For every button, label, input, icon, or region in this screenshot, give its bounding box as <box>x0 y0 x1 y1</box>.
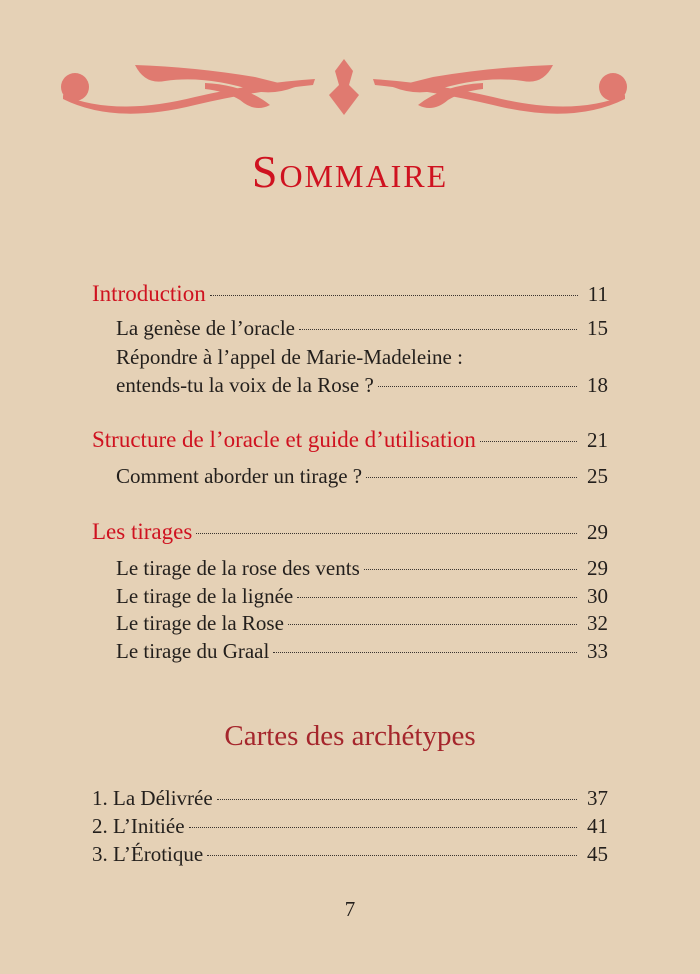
toc-item[interactable] <box>116 583 608 609</box>
leader-dots <box>210 295 578 296</box>
decorative-ornament <box>55 55 633 117</box>
toc-label: 1. La Délivrée <box>92 786 213 810</box>
toc-item[interactable] <box>116 463 608 489</box>
toc-section[interactable] <box>92 427 608 453</box>
toc-page: 32 <box>587 611 608 635</box>
leader-dots <box>273 652 577 653</box>
leader-dots <box>378 386 577 387</box>
toc-item[interactable] <box>116 315 608 341</box>
toc-section[interactable] <box>92 281 608 307</box>
toc-page: 30 <box>587 584 608 608</box>
toc-label: Le tirage du Graal <box>116 639 270 663</box>
toc-page: 18 <box>587 373 608 397</box>
toc-page: 45 <box>587 842 608 866</box>
toc-label: Le tirage de la lignée <box>116 584 294 608</box>
toc-label: La genèse de l’oracle <box>116 316 295 340</box>
toc-item-line: Répondre à l’appel de Marie-Madeleine : <box>116 345 463 369</box>
toc-page: 29 <box>587 556 608 580</box>
leader-dots <box>364 569 577 570</box>
toc-page: 29 <box>587 520 608 544</box>
toc-label: Le tirage de la rose des vents <box>116 556 360 580</box>
leader-dots <box>297 597 577 598</box>
toc-item[interactable] <box>116 372 608 398</box>
toc-label: Les tirages <box>92 519 193 544</box>
toc-item[interactable] <box>92 785 608 811</box>
leader-dots <box>288 624 577 625</box>
toc-item[interactable] <box>92 841 608 867</box>
leader-dots <box>480 441 577 442</box>
page-title: Sommaire <box>251 146 449 197</box>
toc-item[interactable] <box>116 555 608 581</box>
toc-item[interactable] <box>116 610 608 636</box>
toc-page: 41 <box>587 814 608 838</box>
toc-item[interactable] <box>92 813 608 839</box>
toc-section[interactable] <box>92 519 608 545</box>
leader-dots <box>217 799 577 800</box>
toc-page: 11 <box>587 282 608 306</box>
toc-item[interactable] <box>116 638 608 664</box>
toc-label: 3. L’Érotique <box>92 842 204 866</box>
leader-dots <box>366 477 577 478</box>
toc-label: 2. L’Initiée <box>92 814 185 838</box>
leader-dots <box>189 827 577 828</box>
toc-label: entends-tu la voix de la Rose ? <box>116 373 374 397</box>
toc-page: 15 <box>587 316 608 340</box>
toc-page: 33 <box>587 639 608 663</box>
page-number: 7 <box>344 897 356 921</box>
toc-label: Le tirage de la Rose <box>116 611 284 635</box>
leader-dots <box>299 329 577 330</box>
toc-page: 25 <box>587 464 608 488</box>
toc-label: Structure de l’oracle et guide d’utilisation <box>92 427 476 452</box>
toc-label: Comment aborder un tirage ? <box>116 464 363 488</box>
leader-dots <box>207 855 577 856</box>
leader-dots <box>196 533 577 534</box>
toc-label: Introduction <box>92 281 206 306</box>
toc-page: 37 <box>587 786 608 810</box>
archetypes-heading: Cartes des archétypes <box>224 720 476 752</box>
toc-page: 21 <box>587 428 608 452</box>
